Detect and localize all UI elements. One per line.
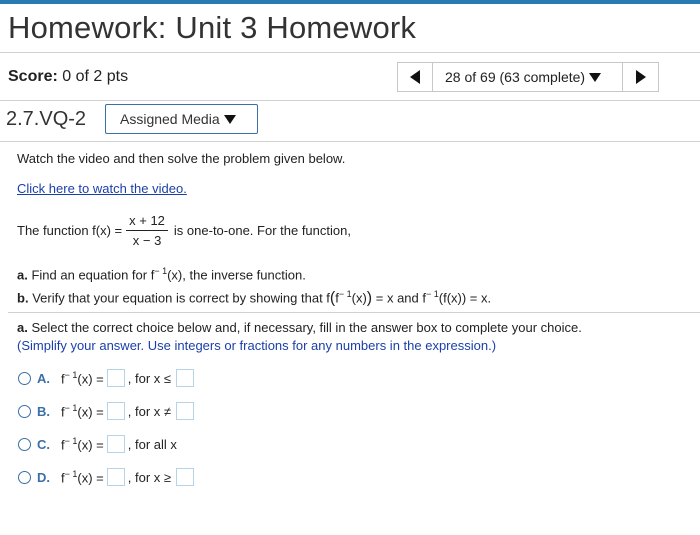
part-b-text: Verify that your equation is correct by showing that f (32, 290, 330, 306)
score-label: Score: (8, 68, 58, 85)
fn-mid: (x) = (77, 404, 104, 420)
function-prefix: The function f(x) = (17, 223, 123, 238)
function-fraction (126, 213, 168, 248)
choice-fn (61, 403, 104, 419)
fn-mid: (x) = (77, 437, 104, 453)
choice-condition: , for all x (127, 436, 177, 452)
select-choice-instruction (17, 320, 582, 335)
fn-name: f (61, 437, 65, 453)
fn-mid: (x) = (77, 470, 104, 486)
caret-down-icon (589, 73, 601, 82)
fn-sup: − 1 (64, 369, 78, 380)
assigned-media-label: Assigned Media (120, 111, 220, 127)
fn-mid: (x) = (77, 371, 104, 387)
watch-video-link[interactable]: Click here to watch the video. (17, 181, 187, 196)
radio-button-d[interactable] (18, 471, 31, 484)
part-a-text-end: (x), the inverse function. (167, 267, 306, 283)
answer-box-domain[interactable] (176, 369, 194, 387)
next-question-button[interactable] (623, 62, 659, 92)
choice-letter: D. (37, 469, 50, 485)
open-paren: ( (329, 289, 336, 307)
simplify-note: (Simplify your answer. Use integers or fractions for any numbers in the expression.) (17, 338, 497, 353)
choice-fn (61, 370, 104, 386)
close-paren: ) (366, 289, 373, 307)
header-divider (0, 52, 700, 53)
inverse-superscript: − 1 (338, 289, 352, 299)
radio-button-a[interactable] (18, 372, 31, 385)
instruction-text: Watch the video and then solve the problem given below. (17, 151, 346, 166)
answer-section-divider (8, 312, 700, 313)
choice-fn (61, 436, 104, 452)
part-a-text: Find an equation for f (31, 267, 155, 283)
score-display (8, 68, 128, 86)
choice-condition: , for x ≠ (127, 403, 172, 419)
select-label: a. (17, 320, 28, 335)
part-a-prompt (17, 266, 306, 282)
fn-name: f (61, 470, 65, 486)
choice-c[interactable] (18, 435, 181, 453)
question-progress-dropdown[interactable] (433, 62, 623, 92)
function-statement (17, 213, 351, 248)
page-title: Homework: Unit 3 Homework (8, 10, 417, 45)
arrow-left-icon (410, 70, 420, 84)
answer-box-domain[interactable] (176, 402, 194, 420)
choice-fn (61, 469, 104, 485)
arrow-right-icon (636, 70, 646, 84)
choice-condition: , for x ≤ (127, 370, 172, 386)
part-b-end: (f(x)) = x. (438, 290, 492, 306)
fn-sup: − 1 (64, 402, 78, 413)
choice-letter: B. (37, 403, 50, 419)
answer-box-expression[interactable] (107, 402, 125, 420)
choice-condition: , for x ≥ (127, 469, 172, 485)
top-accent-bar (0, 0, 700, 4)
function-suffix: is one-to-one. For the function, (173, 223, 351, 238)
part-b-mid: = x and f (375, 290, 426, 306)
select-text: Select the correct choice below and, if necessary, fill in the answer box to complete your choice. (31, 320, 582, 335)
score-value: 0 of 2 pts (62, 68, 129, 85)
inverse-superscript: − 1 (425, 289, 439, 299)
question-panel-divider (0, 141, 700, 142)
choice-a[interactable] (18, 369, 195, 387)
question-progress-text: 28 of 69 (63 complete) (445, 69, 586, 85)
fn-sup: − 1 (64, 435, 78, 446)
part-a-label: a. (17, 267, 28, 283)
part-b-label: b. (17, 290, 29, 306)
inverse-superscript: − 1 (154, 266, 168, 276)
answer-box-expression[interactable] (107, 435, 125, 453)
score-divider (0, 100, 700, 101)
part-b-prompt: b. Verify that your equation is correct by showing that $f(f^{- 1}(x)) = x$ and $f^{- 1}(f(x)) = x$. (17, 289, 492, 307)
fn-name: f (61, 371, 65, 387)
answer-box-expression[interactable] (107, 369, 125, 387)
fraction-numerator: x + 12 (126, 213, 168, 231)
choice-b[interactable] (18, 402, 195, 420)
radio-button-c[interactable] (18, 438, 31, 451)
fn-name: f (61, 404, 65, 420)
choice-d[interactable] (18, 468, 195, 486)
choice-letter: A. (37, 370, 50, 386)
assigned-media-button[interactable] (105, 104, 258, 134)
caret-down-icon (224, 115, 236, 124)
question-id: 2.7.VQ-2 (6, 108, 87, 130)
part-b-inner: (x) (351, 290, 367, 306)
fn-sup: − 1 (64, 468, 78, 479)
answer-box-domain[interactable] (176, 468, 194, 486)
radio-button-b[interactable] (18, 405, 31, 418)
answer-box-expression[interactable] (107, 468, 125, 486)
choice-letter: C. (37, 436, 50, 452)
fraction-denominator: x − 3 (132, 233, 162, 248)
previous-question-button[interactable] (397, 62, 433, 92)
